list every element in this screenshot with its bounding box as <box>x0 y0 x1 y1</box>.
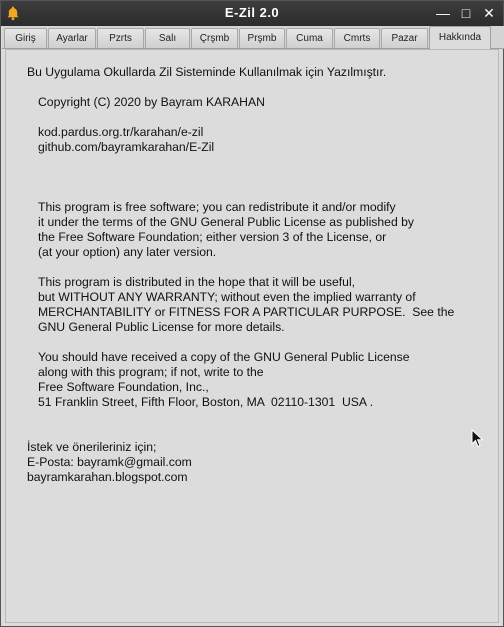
license-line: You should have received a copy of the GNU General Public License <box>38 350 410 364</box>
copyright-text: Copyright (C) 2020 by Bayram KARAHAN <box>38 95 265 109</box>
license-line: This program is distributed in the hope that it will be useful, <box>38 275 356 289</box>
license-line: but WITHOUT ANY WARRANTY; without even the implied warranty of <box>38 290 416 304</box>
tab-bar <box>2 26 504 49</box>
license-line: GNU General Public License for more details. <box>38 320 285 334</box>
license-line: MERCHANTABILITY or FITNESS FOR A PARTICULAR PURPOSE. See the <box>38 305 455 319</box>
license-line: (at your option) any later version. <box>38 245 217 259</box>
tab-carsamba[interactable]: Çrşmb <box>191 28 238 48</box>
close-button[interactable]: ✕ <box>483 5 495 21</box>
tab-persembe[interactable]: Prşmb <box>239 28 285 48</box>
license-line: along with this program; if not, write to the <box>38 365 264 379</box>
project-link-github: github.com/bayramkarahan/E-Zil <box>38 140 215 154</box>
tab-pazar[interactable]: Pazar <box>381 28 428 48</box>
tab-pazartesi[interactable]: Pzrts <box>97 28 144 48</box>
tab-cuma[interactable]: Cuma <box>286 28 333 48</box>
project-link-pardus: kod.pardus.org.tr/karahan/e-zil <box>38 125 204 139</box>
title-bar[interactable] <box>1 1 503 26</box>
license-line: This program is free software; you can redistribute it and/or modify <box>38 200 396 214</box>
minimize-button[interactable]: — <box>436 5 450 21</box>
license-line: it under the terms of the GNU General Public License as published by <box>38 215 414 229</box>
tab-hakkinda[interactable]: Hakkında <box>429 26 491 49</box>
license-line: Free Software Foundation, Inc., <box>38 380 209 394</box>
contact-heading: İstek ve önerileriniz için; <box>27 440 157 454</box>
window-title: E-Zil 2.0 <box>224 5 280 20</box>
tab-ayarlar[interactable]: Ayarlar <box>48 28 96 48</box>
mouse-pointer-icon <box>471 429 485 449</box>
tab-cumartesi[interactable]: Cmrts <box>334 28 380 48</box>
about-panel <box>5 49 499 623</box>
license-line: 51 Franklin Street, Fifth Floor, Boston, MA 02110-1301 USA . <box>38 395 374 409</box>
about-intro: Bu Uygulama Okullarda Zil Sisteminde Kullanılmak için Yazılmıştır. <box>27 65 387 79</box>
tab-giris[interactable]: Giriş <box>4 28 47 48</box>
contact-blog: bayramkarahan.blogspot.com <box>27 470 188 484</box>
tab-sali[interactable]: Salı <box>145 28 190 48</box>
license-line: the Free Software Foundation; either version 3 of the License, or <box>38 230 387 244</box>
contact-email: E-Posta: bayramk@gmail.com <box>27 455 192 469</box>
maximize-button[interactable]: □ <box>461 5 471 21</box>
